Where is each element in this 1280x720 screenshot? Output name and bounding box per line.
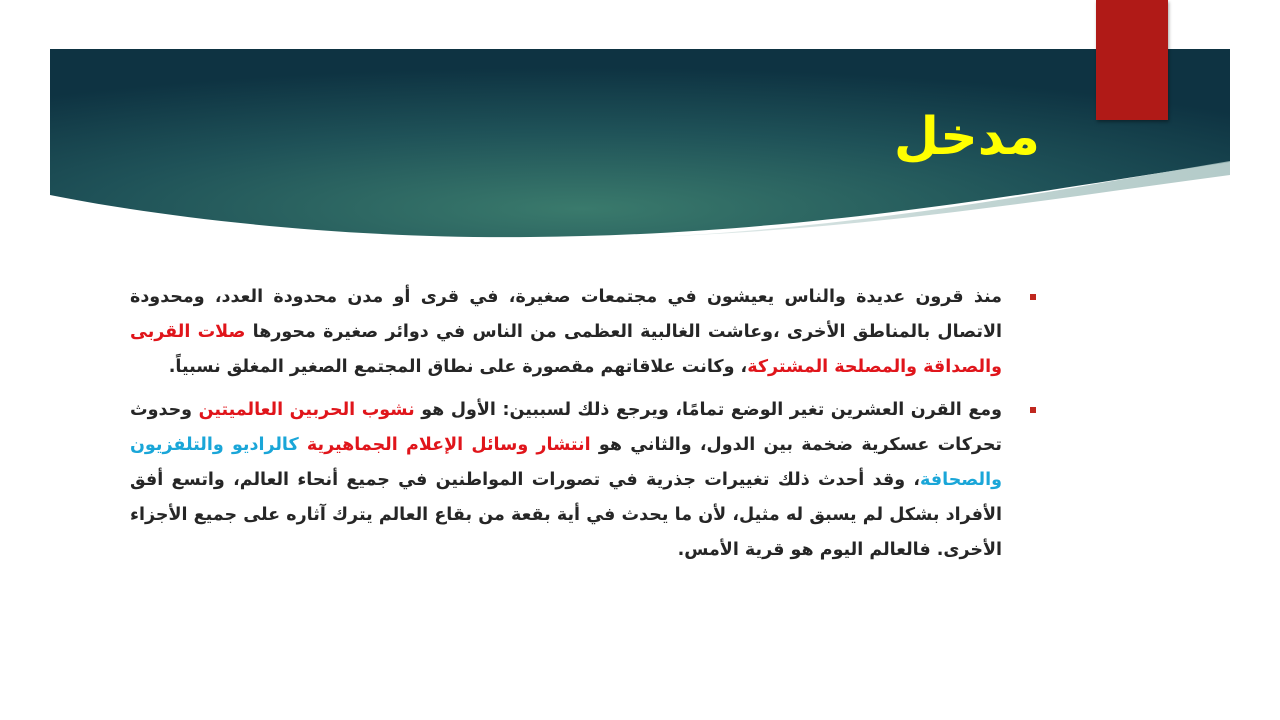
paragraph-text: ، وقد أحدث ذلك تغييرات جذرية في تصورات المواطنين في جميع أنحاء العالم، واتسع أفق الأفراد بشكل لم يسبق له مثيل، لأن ما يحدث في أية بقعة من بقاع العالم يترك آثاره على جميع الأجزاء الأخرى. فالعالم اليوم هو قرية الأمس. <box>130 470 1002 560</box>
paragraph-text: وحدوث تحركات عسكرية ضخمة بين الدول، والثاني هو <box>130 400 1002 455</box>
highlight-red: نشوب الحربين العالميتين <box>198 400 415 420</box>
paragraph-text: منذ قرون عديدة والناس يعيشون في مجتمعات صغيرة، في قرى أو مدن محدودة العدد، ومحدودة الاتصال بالمناطق الأخرى ،وعاشت الغالبية العظمى من الناس في دوائر صغيرة محورها <box>130 287 1003 342</box>
highlight-red: صلات القربى والصداقة والمصلحة المشتركة <box>130 322 1002 377</box>
bullet-list <box>130 280 1042 576</box>
bullet-paragraph-2 <box>130 393 1042 568</box>
red-accent-tab <box>1096 0 1168 120</box>
paragraph-text: ومع القرن العشرين تغير الوضع تمامًا، ويرجع ذلك لسببين: الأول هو <box>414 400 1003 420</box>
header-band-graphic <box>50 49 1230 239</box>
header-band <box>50 49 1230 239</box>
square-bullet-icon <box>1030 407 1036 413</box>
highlight-red: انتشار وسائل الإعلام الجماهيرية <box>306 435 591 455</box>
highlight-blue: كالراديو والتلفزيون والصحافة <box>130 435 1002 490</box>
paragraph-text: ، وكانت علاقاتهم مقصورة على نطاق المجتمع الصغير المغلق نسبياً. <box>168 357 748 377</box>
bullet-paragraph-1 <box>130 280 1042 385</box>
slide-title: مدخل <box>893 107 1040 167</box>
paragraph-text <box>299 435 307 455</box>
square-bullet-icon <box>1030 294 1036 300</box>
